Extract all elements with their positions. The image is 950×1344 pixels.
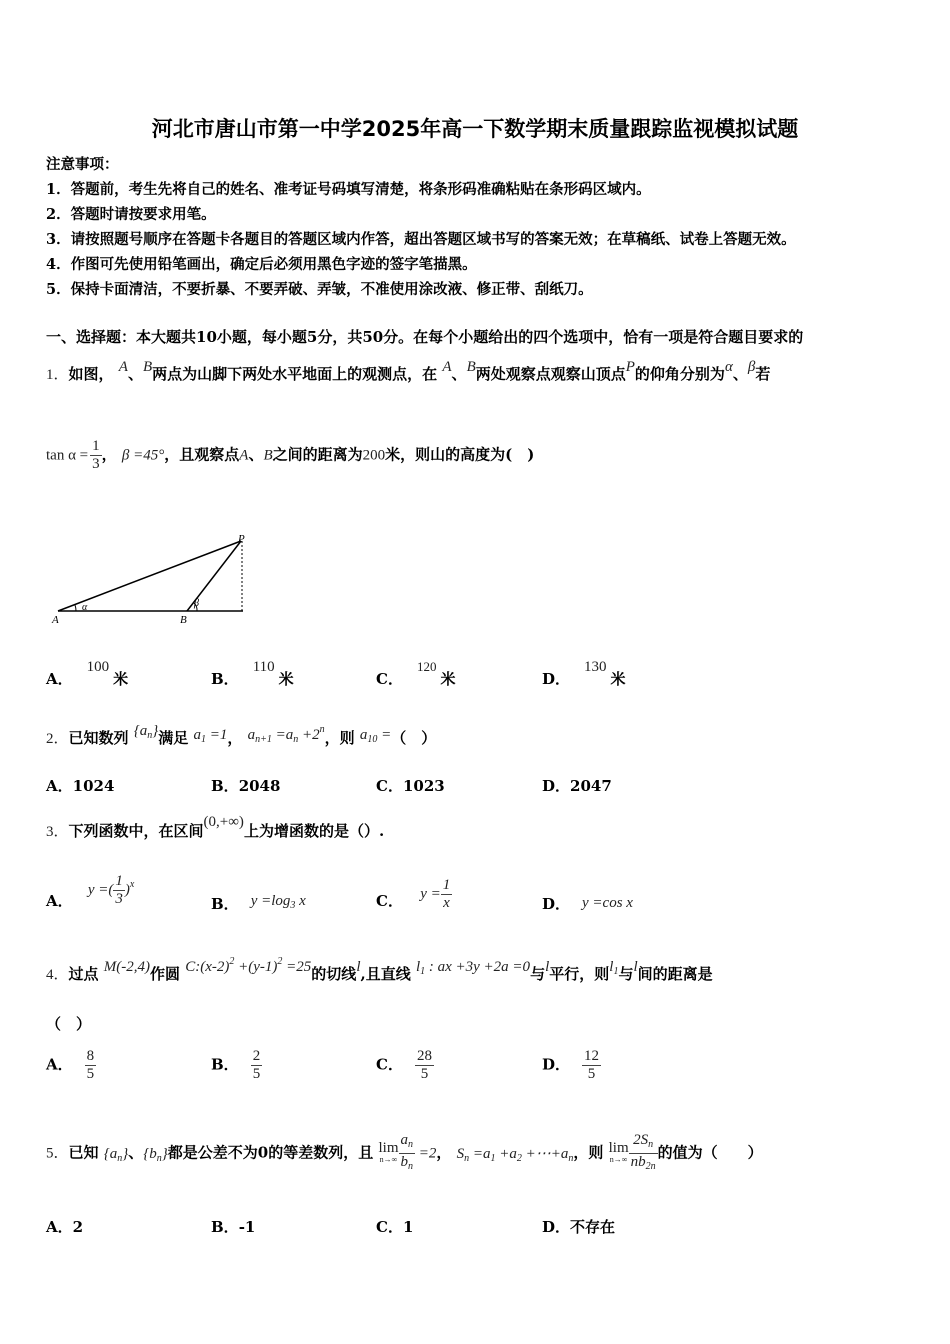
q3-option-a: A． y =( $\frac{1}{3}$ )$^x$ <box>46 873 135 910</box>
notice-item: 2．答题时请按要求用笔。 <box>46 206 216 223</box>
q2-option-b: B．2048 <box>211 777 281 795</box>
label-alpha: α <box>82 602 88 613</box>
q5-option-c: C．1 <box>376 1218 414 1236</box>
q1-option-a: A．100米 <box>46 659 129 688</box>
mountain-figure <box>44 530 254 630</box>
q3-option-c: C． y = $\frac{1}{x}$ <box>376 877 451 911</box>
notice-item: 5．保持卡面清洁，不要折暴、不要弄破、弄皱，不准使用涂改液、修正带、刮纸刀。 <box>46 281 593 298</box>
section-heading: 一、选择题：本大题共10小题，每小题5分，共50分。在每个小题给出的四个选项中，恰有一项是符合题目要求的 <box>46 328 804 346</box>
question-4-stem: 4．过点 M(-2,4)作圆 $C:(x-2)^2 +(y-1)^2 =25$的切线l,且直线 $l_1$ : ax +3y +2a =0与l平行，则$l_1$与l间的距离是 <box>46 956 713 983</box>
q4-option-b: B． $\frac{2}{5}$ <box>211 1048 261 1082</box>
q5-option-b: B．-1 <box>211 1218 256 1236</box>
question-4-paren: （ ） <box>46 1015 92 1033</box>
notice-heading: 注意事项： <box>46 156 119 173</box>
q3-option-d: D． y =cos x <box>542 895 633 913</box>
label-beta: β <box>194 598 199 609</box>
notice-item: 1．答题前，考生先将自己的姓名、准考证号码填写清楚，将条形码准确粘贴在条形码区域内。 <box>46 181 651 198</box>
q1-option-d: D．130米 <box>542 659 626 688</box>
q4-option-c: C． $\frac{28}{5}$ <box>376 1048 432 1082</box>
question-5-stem: 5．已知 $\{a_n\}$、$\{b_n\}$都是公差不为0的等差数列，且 lim n→∞ $\frac{a_n}{b_n}$ =2， $S_n =a_1 +a_2$ $+\cdots+a_n$，则 lim n→∞ $\frac{2S_n}{nb_{2n}}$ 的值为（ ） <box>46 1132 763 1172</box>
q1-option-c: C．120米 <box>376 659 456 688</box>
question-3-stem: 3．下列函数中，在区间(0,+∞)上为增函数的是（）. <box>46 814 385 840</box>
notice-item: 4．作图可先使用铅笔画出，确定后必须用黑色字迹的签字笔描黑。 <box>46 256 477 273</box>
q2-option-d: D．2047 <box>542 777 612 795</box>
q1-option-b: B．110米 <box>211 659 294 688</box>
label-b: B <box>180 614 187 626</box>
question-1-stem: 1．如图， A、B两点为山脚下两处水平地面上的观测点，在 A、B两处观察点观察山顶点P的仰角分别为α、β若 <box>46 359 771 383</box>
notice-item: 3．请按照题号顺序在答题卡各题目的答题区域内作答，超出答题区域书写的答案无效；在草稿纸、试卷上答题无效。 <box>46 231 796 248</box>
q5-option-d: D．不存在 <box>542 1218 616 1236</box>
question-1-condition: tan α = $\frac{1}{3}$ ， β =45°，且观察点A、B之间的距离为200米，则山的高度为( ) <box>46 438 535 472</box>
label-a: A <box>52 614 59 626</box>
q4-option-a: A． $\frac{8}{5}$ <box>46 1048 95 1082</box>
q2-option-a: A．1024 <box>46 777 115 795</box>
q4-option-d: D． $\frac{12}{5}$ <box>542 1048 600 1082</box>
q5-option-a: A．2 <box>46 1218 84 1236</box>
question-2-stem: 2．已知数列 $\{a_n\}$满足 $a_1 =1$， $a_{n+1} =a_n +2^n$，则 $a_{10}$ =（ ） <box>46 723 437 747</box>
q2-option-c: C．1023 <box>376 777 445 795</box>
page-title: 河北市唐山市第一中学2025年高一下数学期末质量跟踪监视模拟试题 <box>151 117 799 141</box>
alpha-arc <box>75 605 76 611</box>
label-p: P <box>238 533 245 545</box>
q3-option-b: B． $y =\log_3$ x <box>211 893 306 913</box>
